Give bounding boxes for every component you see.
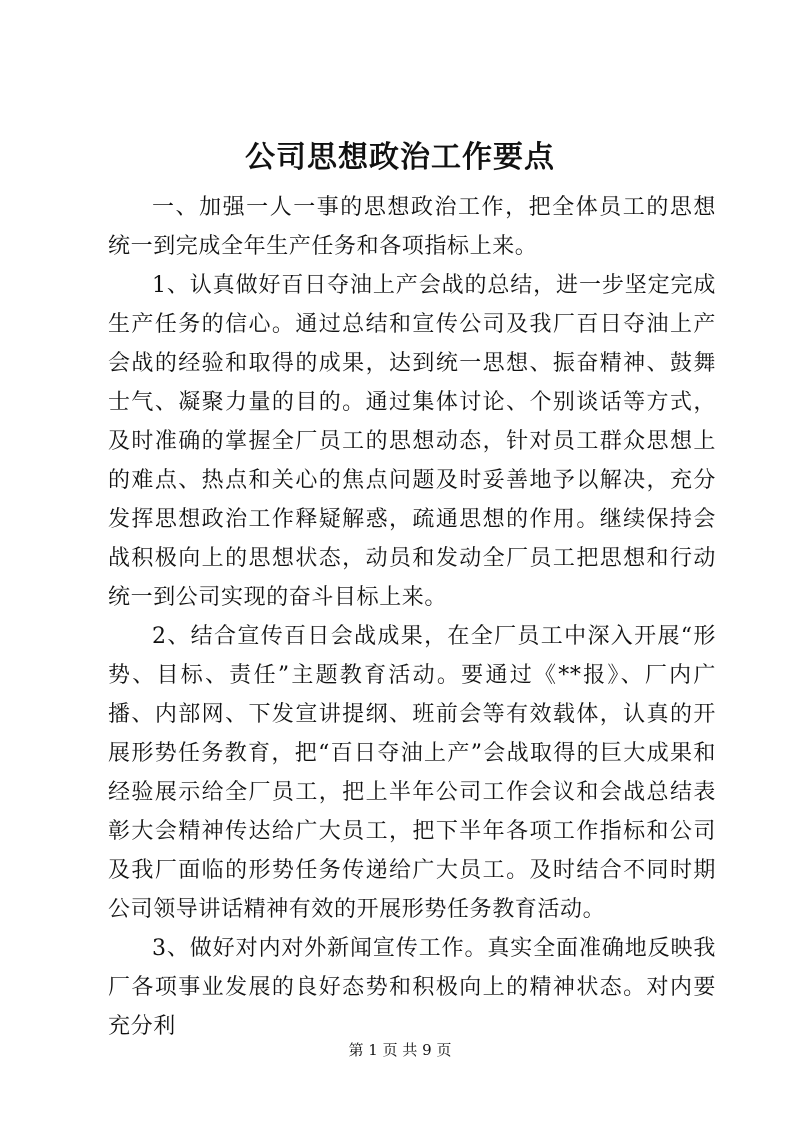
paragraph-3: 2、结合宣传百日会战成果，在全厂员工中深入开展“形势、目标、责任”主题教育活动。要通过《**报》、厂内广播、内部网、下发宣讲提纲、班前会等有效载体，认真的开展形势任务教育，把“百日夺油上产”会战取得的巨大成果和经验展示给全厂员工，把上半年公司工作会议和会战总结表彰大会精神传达给广大员工，把下半年各项工作指标和公司及我厂面临的形势任务传递给广大员工。及时结合不同时期公司领导讲话精神有效的开展形势任务教育活动。 [108, 624, 716, 922]
paragraph-1: 一、加强一人一事的思想政治工作，把全体员工的思想统一到完成全年生产任务和各项指标上来。 [108, 195, 716, 259]
document-title: 公司思想政治工作要点 [245, 140, 555, 175]
paragraph-2: 1、认真做好百日夺油上产会战的总结，进一步坚定完成生产任务的信心。通过总结和宣传公司及我厂百日夺油上产会战的经验和取得的成果，达到统一思想、振奋精神、鼓舞士气、凝聚力量的目的。通过集体讨论、个别谈话等方式，及时准确的掌握全厂员工的思想动态，针对员工群众思想上的难点、热点和关心的焦点问题及时妥善地予以解决，充分发挥思想政治工作释疑解惑，疏通思想的作用。继续保持会战积极向上的思想状态，动员和发动全厂员工把思想和行动统一到公司实现的奋斗目标上来。 [108, 273, 716, 610]
document-body [108, 188, 716, 1046]
page-footer: 第 1 页 共 9 页 [348, 1041, 452, 1059]
paragraph-4: 3、做好对内对外新闻宣传工作。真实全面准确地反映我厂各项事业发展的良好态势和积极向上的精神状态。对内要充分利 [108, 936, 716, 1039]
